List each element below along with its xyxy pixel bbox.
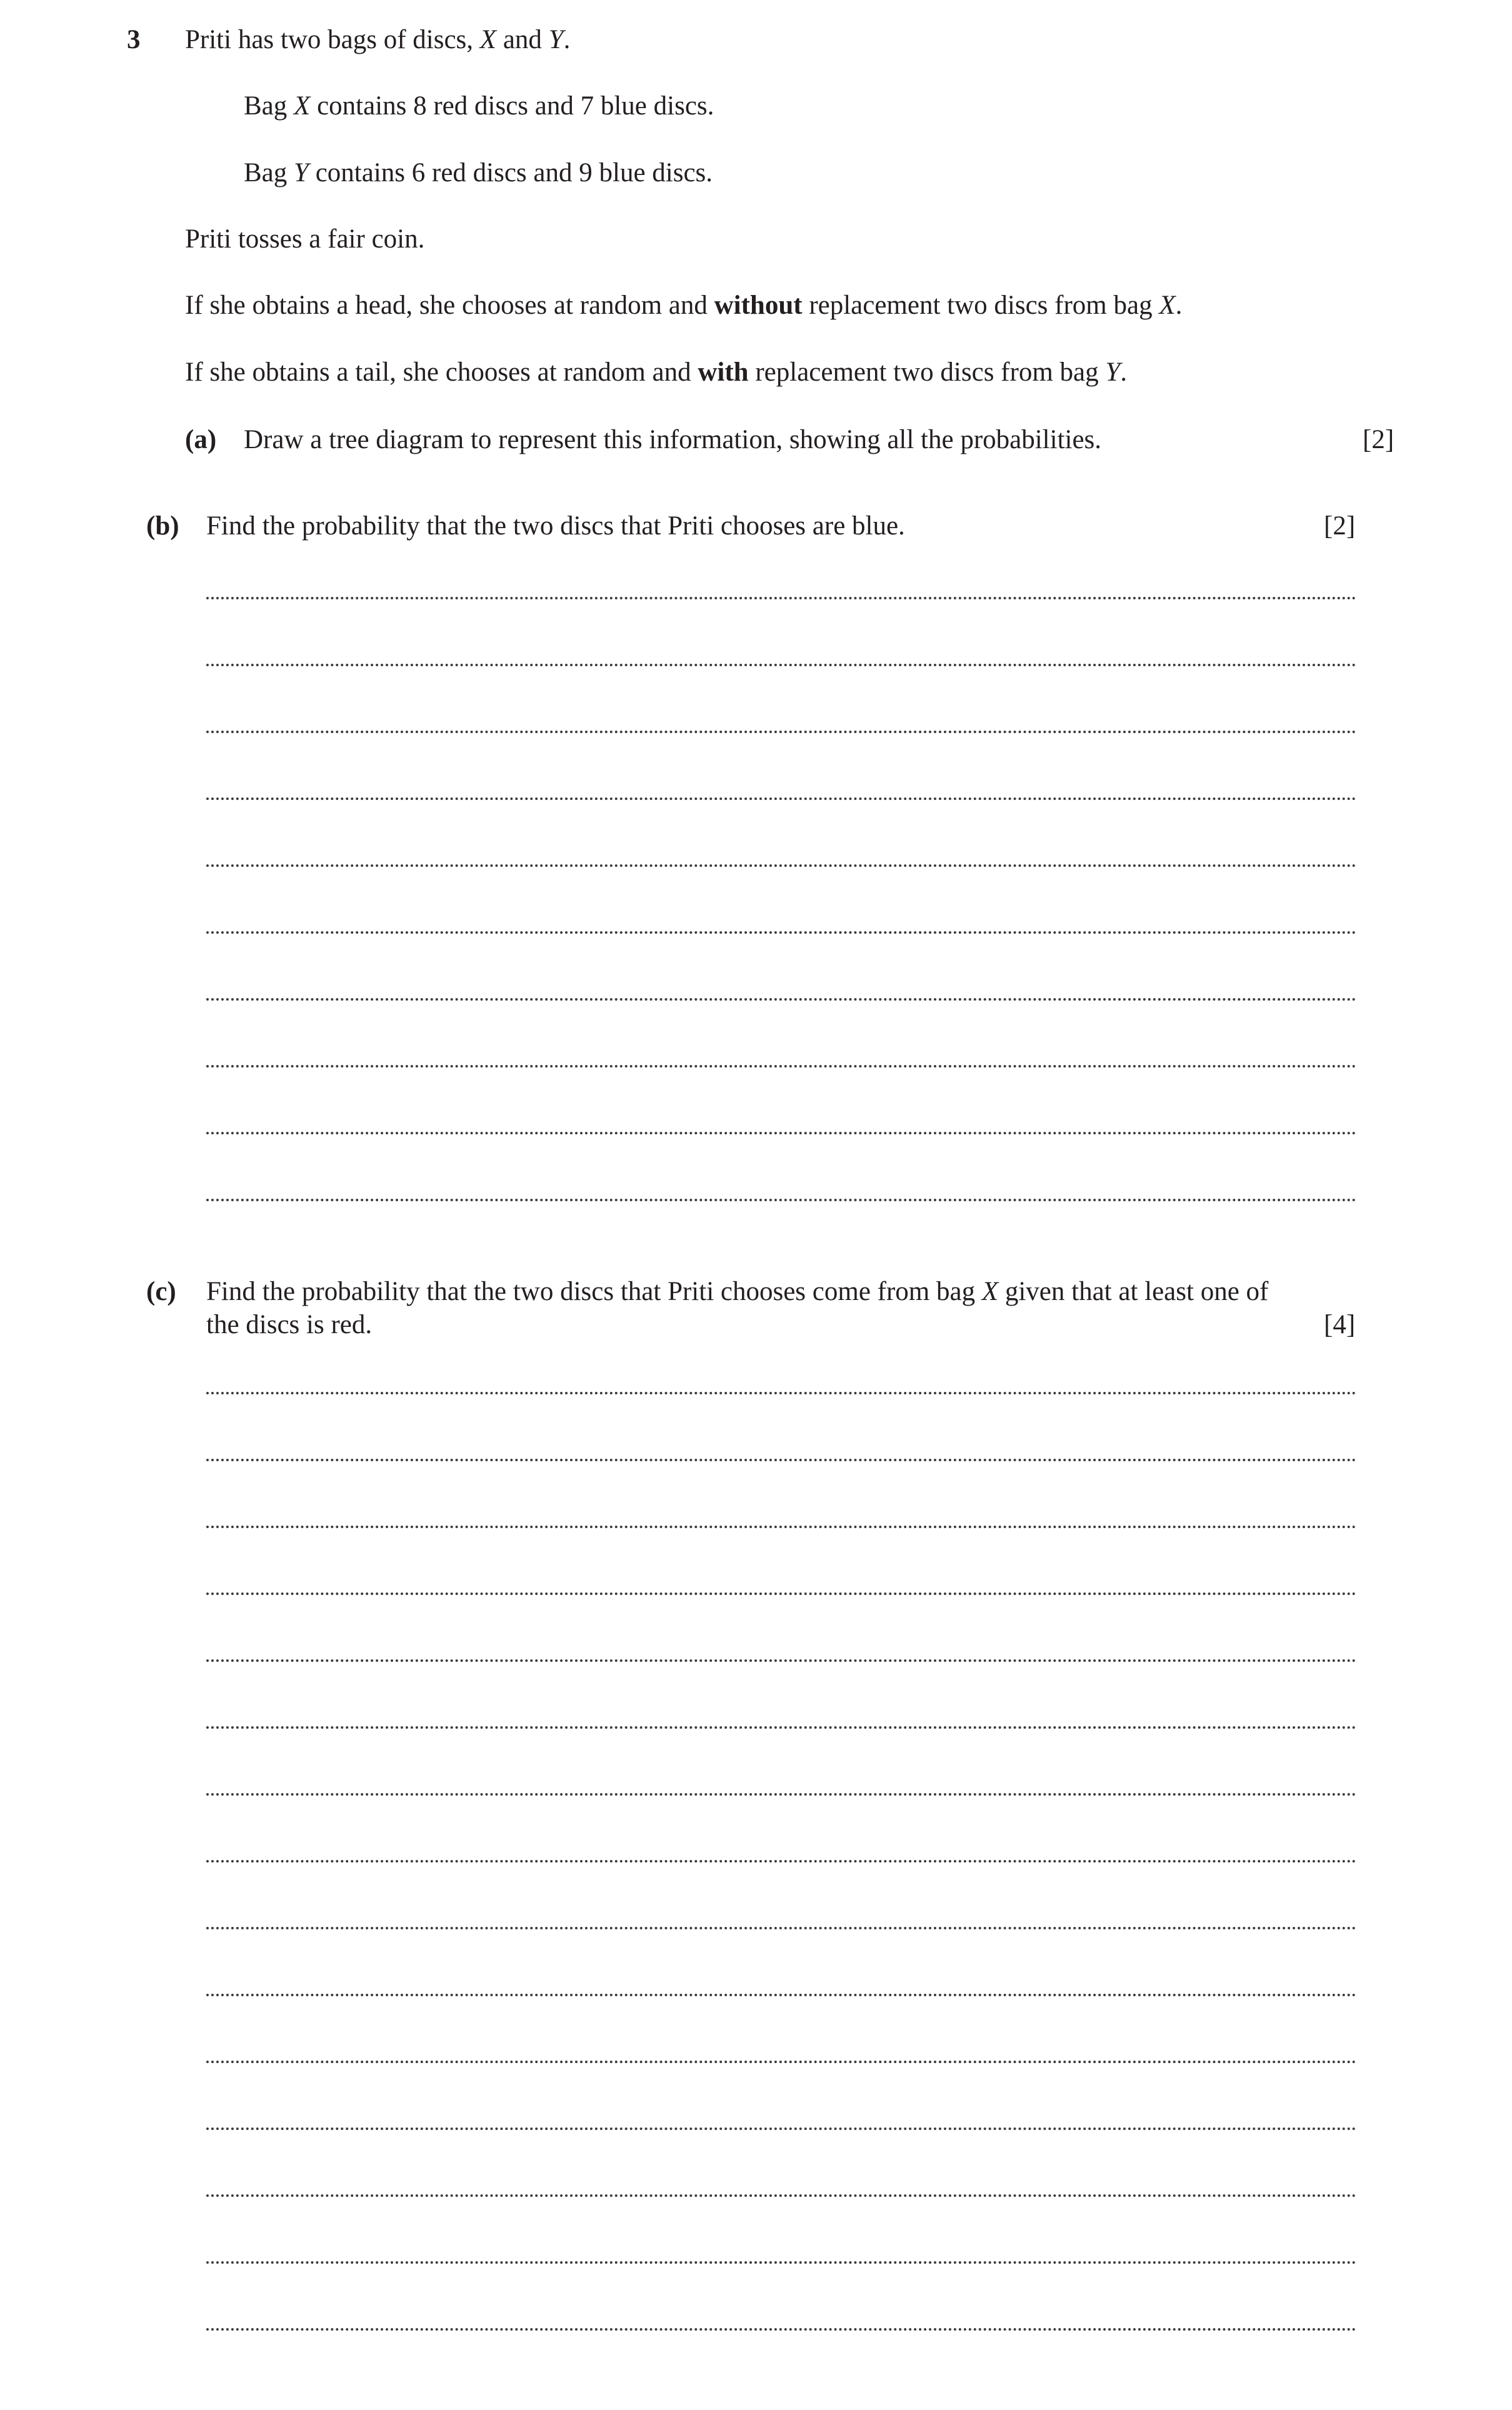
answer-line[interactable] <box>206 2194 1356 2197</box>
answer-line[interactable] <box>206 864 1356 867</box>
answer-line[interactable] <box>206 597 1356 599</box>
question-number: 3 <box>127 25 141 54</box>
answer-line[interactable] <box>206 1459 1356 1461</box>
answer-line[interactable] <box>206 798 1356 800</box>
answer-line[interactable] <box>206 998 1356 1001</box>
answer-line[interactable] <box>206 1927 1356 1929</box>
bag-x-contents: Bag X contains 8 red discs and 7 blue discs. <box>244 91 714 121</box>
answer-line[interactable] <box>206 1199 1356 1201</box>
part-c-text-line2: the discs is red. <box>206 1310 373 1339</box>
part-c-label: (c) <box>146 1277 176 1306</box>
answer-line[interactable] <box>206 664 1356 666</box>
bag-y-contents: Bag Y contains 6 red discs and 9 blue discs. <box>244 158 713 188</box>
answer-line[interactable] <box>206 1392 1356 1394</box>
question-intro: Priti has two bags of discs, X and Y. <box>185 25 571 54</box>
answer-line[interactable] <box>206 2061 1356 2063</box>
answer-line[interactable] <box>206 1526 1356 1528</box>
answer-line[interactable] <box>206 931 1356 934</box>
answer-line[interactable] <box>206 2328 1356 2331</box>
answer-line[interactable] <box>206 2128 1356 2130</box>
part-b-text: Find the probability that the two discs that Priti chooses are blue. <box>206 511 905 541</box>
answer-line[interactable] <box>206 1793 1356 1796</box>
part-a-text: Draw a tree diagram to represent this information, showing all the probabilities. <box>244 425 1102 454</box>
head-rule: If she obtains a head, she chooses at random and without replacement two discs from bag X. <box>185 291 1183 320</box>
answer-line[interactable] <box>206 1994 1356 1996</box>
part-c-text-line1: Find the probability that the two discs that Priti chooses come from bag X given that at least one of <box>206 1277 1269 1306</box>
part-b-label: (b) <box>146 511 179 541</box>
answer-line[interactable] <box>206 1065 1356 1068</box>
coin-toss-statement: Priti tosses a fair coin. <box>185 224 425 254</box>
answer-line[interactable] <box>206 1659 1356 1662</box>
answer-line[interactable] <box>206 1726 1356 1729</box>
answer-line[interactable] <box>206 1132 1356 1134</box>
answer-line[interactable] <box>206 2261 1356 2264</box>
tail-rule: If she obtains a tail, she chooses at random and with replacement two discs from bag Y. <box>185 358 1128 387</box>
part-b-marks: [2] <box>1324 511 1356 541</box>
answer-line[interactable] <box>206 1860 1356 1862</box>
answer-line[interactable] <box>206 731 1356 733</box>
answer-line[interactable] <box>206 1592 1356 1595</box>
part-a-marks: [2] <box>1363 425 1394 454</box>
part-a-label: (a) <box>185 425 217 454</box>
part-c-marks: [4] <box>1324 1310 1356 1339</box>
